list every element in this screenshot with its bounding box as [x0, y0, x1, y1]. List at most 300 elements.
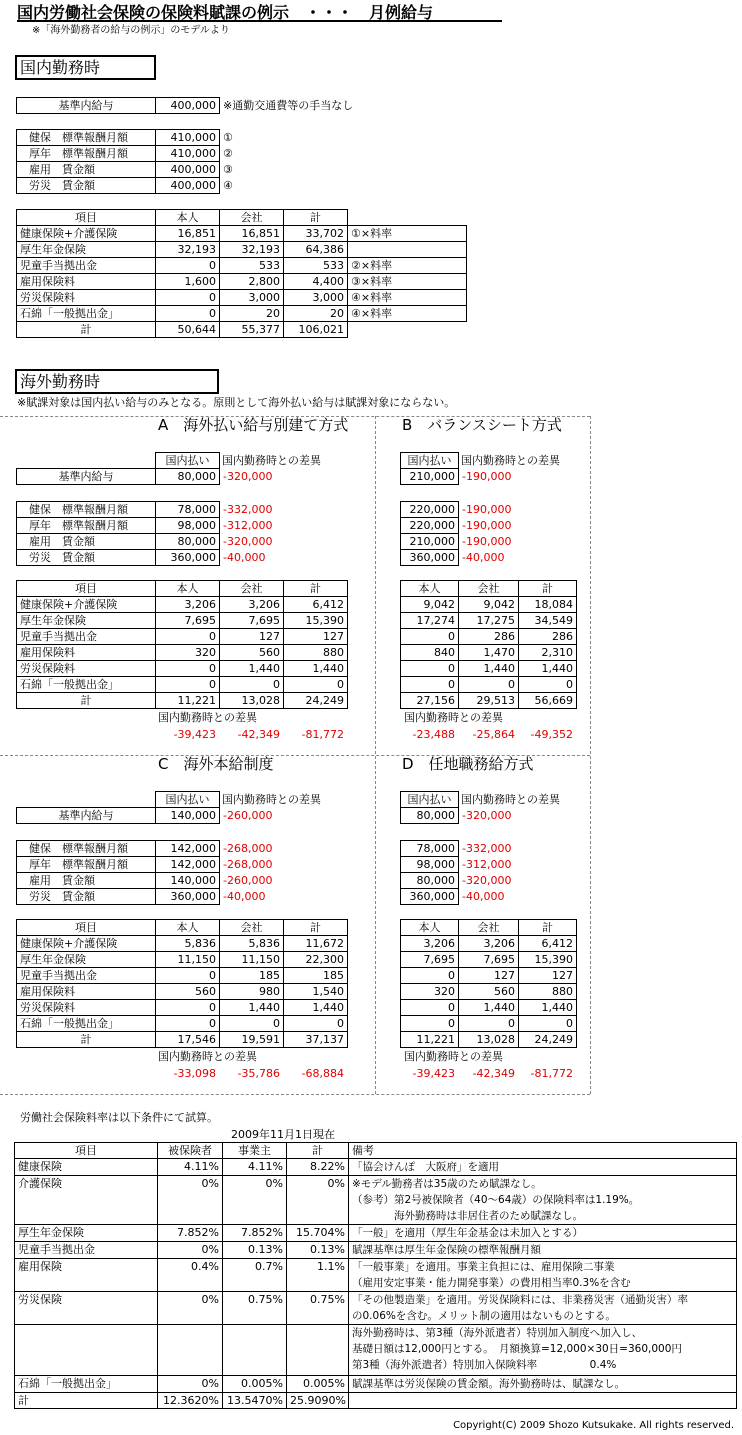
std-diff: -268,000 [223, 858, 273, 871]
table-row [17, 581, 348, 597]
blank-cell [349, 1393, 737, 1409]
total-rate: 0% [287, 1176, 349, 1225]
difference-row [400, 1065, 576, 1081]
overseas-note: ※賦課対象は国内払い給与のみとなる。原則として海外払い給与は賦課対象にならない。 [17, 396, 456, 409]
column-header: 本人 [401, 920, 459, 936]
row-label: 石綿「一般拠出金」 [15, 1376, 158, 1393]
table-row [17, 1000, 348, 1016]
row-label: 厚生年金保険 [17, 613, 156, 629]
std-diff: -190,000 [462, 519, 512, 532]
std-diff: -268,000 [223, 842, 273, 855]
total-value: 127 [284, 629, 348, 645]
row-note: ※モデル勤務者は35歳のため賦課なし。 （参考）第2号被保険者（40～64歳）の保険料率は1.19%。 海外勤務時は非居住者のため賦課なし。 [349, 1176, 737, 1225]
column-header: 会社 [459, 581, 519, 597]
table-row [17, 841, 300, 857]
table-row [401, 808, 579, 824]
std-diff: -320,000 [223, 535, 273, 548]
employee-value: 0 [156, 677, 220, 693]
row-note: ④×料率 [348, 306, 467, 322]
employee-value: 0 [401, 1000, 459, 1016]
table-row [15, 1176, 737, 1225]
insured-rate: 7.852% [158, 1225, 223, 1242]
total-value: 3,000 [284, 290, 348, 306]
std-diff: -40,000 [223, 551, 266, 564]
table-row [401, 613, 577, 629]
std-diff: -190,000 [462, 503, 512, 516]
table-row [17, 550, 300, 566]
row-label: 雇用保険 [15, 1259, 158, 1292]
table-row [15, 1159, 737, 1176]
total-value: 880 [519, 984, 577, 1000]
employer-total: 29,513 [459, 693, 519, 709]
std-label: 労災 賃金額 [17, 178, 156, 194]
table-row [17, 808, 340, 824]
employee-value: 0 [156, 258, 220, 274]
std-value: 400,000 [156, 162, 220, 178]
employee-value: 0 [401, 968, 459, 984]
employer-value: 980 [220, 984, 284, 1000]
table-row [17, 645, 348, 661]
employer-value: 286 [459, 629, 519, 645]
domestic-premium-table [16, 209, 467, 338]
row-label: 健康保険+介護保険 [17, 597, 156, 613]
table-row [17, 1032, 348, 1048]
column-header: 項目 [17, 920, 156, 936]
employer-value: 9,042 [459, 597, 519, 613]
table-row [17, 146, 257, 162]
employer-value: 17,275 [459, 613, 519, 629]
total-value: 185 [284, 968, 348, 984]
employer-value: 3,000 [220, 290, 284, 306]
difference-caption: 国内勤務時との差異 [158, 711, 257, 724]
grand-total: 24,249 [519, 1032, 577, 1048]
table-row [15, 1242, 737, 1259]
domestic-base-table [16, 97, 417, 114]
std-value: 360,000 [156, 889, 220, 905]
table-row [401, 661, 577, 677]
employer-rate: 0.13% [223, 1242, 287, 1259]
base-salary-value: 210,000 [401, 469, 459, 485]
employee-value: 11,150 [156, 952, 220, 968]
employer-value: 32,193 [220, 242, 284, 258]
employee-value: 17,274 [401, 613, 459, 629]
employee-value: 320 [156, 645, 220, 661]
row-note [348, 242, 467, 258]
std-value: 410,000 [156, 130, 220, 146]
employee-value: 7,695 [401, 952, 459, 968]
std-value: 98,000 [401, 857, 459, 873]
difference-value: -33,098 [173, 1066, 216, 1080]
table-row [17, 984, 348, 1000]
std-diff: -332,000 [223, 503, 273, 516]
row-label: 健康保険+介護保険 [17, 226, 156, 242]
employer-value: 560 [459, 984, 519, 1000]
employee-total: 11,221 [401, 1032, 459, 1048]
table-row [17, 857, 300, 873]
table-row [401, 645, 577, 661]
table-row [155, 726, 347, 742]
std-diff: -40,000 [223, 890, 266, 903]
employer-total: 13.5470% [223, 1393, 287, 1409]
std-mark: ③ [223, 163, 233, 176]
table-row [401, 677, 577, 693]
difference-value: -81,772 [530, 1066, 573, 1080]
table-row [17, 597, 348, 613]
table-row [401, 873, 539, 889]
page-subtitle: ※「海外勤務者の給与の例示」のモデルより [32, 25, 230, 36]
employee-total: 50,644 [156, 322, 220, 338]
table-row [401, 841, 539, 857]
rates-date: 2009年11月1日現在 [231, 1128, 335, 1141]
table-row [401, 502, 539, 518]
row-label: 健康保険+介護保険 [17, 936, 156, 952]
total-value: 1,440 [519, 661, 577, 677]
column-header: 項目 [15, 1143, 158, 1159]
employee-value: 0 [401, 661, 459, 677]
row-note: ③×料率 [348, 274, 467, 290]
blank-cell [348, 210, 467, 226]
difference-header: 国内勤務時との差異 [461, 454, 560, 467]
table-row [17, 290, 467, 306]
row-label: 石綿「一般拠出金」 [17, 677, 156, 693]
domestic-paid-header: 国内払い [156, 792, 220, 808]
scheme-heading: D 任地職務給方式 [402, 755, 534, 773]
employer-value: 3,206 [459, 936, 519, 952]
insured-rate: 0% [158, 1242, 223, 1259]
column-header: 事業主 [223, 1143, 287, 1159]
total-rate [287, 1325, 349, 1376]
table-row [401, 968, 577, 984]
employer-value: 1,440 [459, 661, 519, 677]
row-note: ②×料率 [348, 258, 467, 274]
total-value: 1,440 [519, 1000, 577, 1016]
std-value: 78,000 [156, 502, 220, 518]
row-label: 児童手当拠出金 [17, 258, 156, 274]
table-row [400, 1065, 576, 1081]
total-value: 15,390 [284, 613, 348, 629]
scheme-premium-table [400, 919, 577, 1048]
scheme-standard-table [16, 501, 300, 566]
difference-value: -39,423 [173, 727, 216, 741]
table-row [17, 920, 348, 936]
employee-total: 17,546 [156, 1032, 220, 1048]
employer-value: 533 [220, 258, 284, 274]
blank-cell [17, 792, 156, 808]
table-row [401, 597, 577, 613]
std-label: 雇用 賃金額 [17, 873, 156, 889]
std-diff: -260,000 [223, 874, 273, 887]
scheme-premium-table [400, 580, 577, 709]
grid-line [590, 416, 591, 1094]
total-value: 15,390 [519, 952, 577, 968]
column-header: 計 [519, 581, 577, 597]
row-note: 海外勤務時は、第3種（海外派遣者）特別加入制度へ加入し、 基礎日額は12,000円とする。 月額換算=12,000×30日=360,000円 第3種（海外派遣者）特別加入保険料率 0.4% [349, 1325, 737, 1376]
employer-rate: 0% [223, 1176, 287, 1225]
std-value: 360,000 [401, 550, 459, 566]
difference-caption: 国内勤務時との差異 [404, 711, 503, 724]
employee-value: 320 [401, 984, 459, 1000]
base-salary-label: 基準内給与 [17, 98, 156, 114]
table-row [401, 629, 577, 645]
row-label: 厚生年金保険 [17, 952, 156, 968]
employee-total: 11,221 [156, 693, 220, 709]
employee-value: 0 [401, 629, 459, 645]
domestic-standard-table [16, 129, 257, 194]
total-value: 4,400 [284, 274, 348, 290]
table-row [15, 1225, 737, 1242]
std-value: 360,000 [401, 889, 459, 905]
overseas-heading: 海外勤務時 [15, 369, 219, 394]
employee-value: 0 [156, 661, 220, 677]
std-diff: -332,000 [462, 842, 512, 855]
base-salary-value: 140,000 [156, 808, 220, 824]
page-title: 国内労働社会保険の保険料賦課の例示 ・・・ 月例給与 [17, 3, 502, 22]
blank-cell [348, 322, 467, 338]
scheme-premium-table [16, 580, 348, 709]
base-salary-note: ※通勤交通費等の手当なし [223, 99, 354, 112]
scheme-base-table [400, 452, 579, 485]
difference-caption: 国内勤務時との差異 [158, 1050, 257, 1063]
employer-total: 19,591 [220, 1032, 284, 1048]
scheme-standard-table [400, 840, 539, 905]
employer-value: 185 [220, 968, 284, 984]
difference-value: -42,349 [472, 1066, 515, 1080]
scheme-standard-table [16, 840, 300, 905]
total-value: 1,440 [284, 661, 348, 677]
column-header: 被保険者 [158, 1143, 223, 1159]
table-row [15, 1393, 737, 1409]
rates-table [14, 1142, 737, 1409]
std-mark: ① [223, 131, 233, 144]
total-value: 0 [519, 1016, 577, 1032]
total-value: 533 [284, 258, 348, 274]
table-row [17, 226, 467, 242]
column-header: 計 [284, 581, 348, 597]
employee-value: 0 [401, 677, 459, 693]
total-value: 127 [519, 968, 577, 984]
row-label: 労災保険料 [17, 661, 156, 677]
scheme-base-table [16, 791, 340, 824]
scheme-premium-table [16, 919, 348, 1048]
std-diff: -320,000 [462, 874, 512, 887]
difference-header: 国内勤務時との差異 [222, 793, 321, 806]
employee-total: 27,156 [401, 693, 459, 709]
row-note: ①×料率 [348, 226, 467, 242]
grand-total: 24,249 [284, 693, 348, 709]
employee-value: 16,851 [156, 226, 220, 242]
employee-value: 560 [156, 984, 220, 1000]
row-note: 「その他製造業」を適用。労災保険料には、非業務災害（通勤災害）率 の0.06%を含む。メリット制の適用はないものとする。 [349, 1292, 737, 1325]
difference-row [400, 726, 576, 742]
total-value: 20 [284, 306, 348, 322]
grand-total: 25.9090% [287, 1393, 349, 1409]
table-row [401, 984, 577, 1000]
total-value: 22,300 [284, 952, 348, 968]
total-value: 18,084 [519, 597, 577, 613]
scheme-standard-table [400, 501, 539, 566]
row-note: 賦課基準は厚生年金保険の標準報酬月額 [349, 1242, 737, 1259]
employer-value: 11,150 [220, 952, 284, 968]
row-label: 児童手当拠出金 [17, 629, 156, 645]
std-label: 雇用 賃金額 [17, 534, 156, 550]
table-row [401, 550, 539, 566]
total-value: 1,540 [284, 984, 348, 1000]
column-header: 備考 [349, 1143, 737, 1159]
column-header: 会社 [220, 920, 284, 936]
std-label: 健保 標準報酬月額 [17, 841, 156, 857]
employer-value: 7,695 [459, 952, 519, 968]
base-salary-diff: -260,000 [223, 809, 273, 822]
std-value: 140,000 [156, 873, 220, 889]
insured-rate [158, 1325, 223, 1376]
employer-value: 0 [459, 677, 519, 693]
table-row [15, 1292, 737, 1325]
scheme-base-table [16, 452, 340, 485]
insured-total: 12.3620% [158, 1393, 223, 1409]
employee-value: 32,193 [156, 242, 220, 258]
base-salary-diff: -320,000 [462, 809, 512, 822]
table-row [17, 162, 257, 178]
employer-total: 13,028 [220, 693, 284, 709]
grand-total: 56,669 [519, 693, 577, 709]
std-mark: ④ [223, 179, 233, 192]
employer-value: 0 [459, 1016, 519, 1032]
domestic-paid-header: 国内払い [156, 453, 220, 469]
table-row [401, 792, 579, 808]
table-row [17, 936, 348, 952]
table-row [17, 453, 340, 469]
table-row [17, 534, 300, 550]
employee-value: 0 [156, 306, 220, 322]
total-value: 880 [284, 645, 348, 661]
table-row [17, 629, 348, 645]
row-label: 労災保険料 [17, 290, 156, 306]
employer-value: 2,800 [220, 274, 284, 290]
employer-value: 20 [220, 306, 284, 322]
employer-rate: 7.852% [223, 1225, 287, 1242]
table-row [17, 1016, 348, 1032]
base-salary-label: 基準内給与 [17, 808, 156, 824]
employer-value: 1,440 [459, 1000, 519, 1016]
employee-value: 0 [401, 1016, 459, 1032]
table-row [17, 661, 348, 677]
column-header: 本人 [401, 581, 459, 597]
column-header: 会社 [220, 581, 284, 597]
base-salary-value: 80,000 [401, 808, 459, 824]
total-value: 0 [284, 677, 348, 693]
employer-value: 3,206 [220, 597, 284, 613]
column-header: 本人 [156, 581, 220, 597]
table-row [401, 1016, 577, 1032]
table-row [17, 242, 467, 258]
employer-value: 0 [220, 1016, 284, 1032]
row-label: 健康保険 [15, 1159, 158, 1176]
row-label: 厚生年金保険 [17, 242, 156, 258]
difference-header: 国内勤務時との差異 [222, 454, 321, 467]
employer-total: 13,028 [459, 1032, 519, 1048]
employee-value: 0 [156, 1000, 220, 1016]
table-row [17, 792, 340, 808]
table-row [17, 677, 348, 693]
employer-rate: 4.11% [223, 1159, 287, 1176]
std-diff: -312,000 [462, 858, 512, 871]
employee-value: 3,206 [156, 597, 220, 613]
row-label: 雇用保険料 [17, 274, 156, 290]
total-label: 計 [17, 693, 156, 709]
employer-value: 127 [220, 629, 284, 645]
column-header: 計 [284, 920, 348, 936]
difference-caption: 国内勤務時との差異 [404, 1050, 503, 1063]
table-row [17, 178, 257, 194]
std-label: 雇用 賃金額 [17, 162, 156, 178]
std-value: 360,000 [156, 550, 220, 566]
std-value: 220,000 [401, 518, 459, 534]
total-label: 計 [17, 1032, 156, 1048]
employer-rate: 0.7% [223, 1259, 287, 1292]
base-salary-value: 400,000 [156, 98, 220, 114]
row-note: 「協会けんぽ 大阪府」を適用 [349, 1159, 737, 1176]
std-diff: -40,000 [462, 890, 505, 903]
table-row [17, 889, 300, 905]
row-note: 「一般」を適用（厚生年金基金は未加入とする） [349, 1225, 737, 1242]
total-rate: 1.1% [287, 1259, 349, 1292]
grand-total: 106,021 [284, 322, 348, 338]
difference-value: -39,423 [412, 1066, 455, 1080]
table-row [15, 1376, 737, 1393]
row-label: 雇用保険料 [17, 984, 156, 1000]
table-row [17, 518, 300, 534]
column-header: 会社 [220, 210, 284, 226]
column-header: 項目 [17, 210, 156, 226]
total-rate: 0.005% [287, 1376, 349, 1393]
domestic-paid-header: 国内払い [401, 453, 459, 469]
employee-value: 0 [156, 290, 220, 306]
employee-value: 0 [156, 629, 220, 645]
employer-value: 1,440 [220, 1000, 284, 1016]
difference-row [155, 726, 347, 742]
table-row [401, 581, 577, 597]
table-row [15, 1259, 737, 1292]
row-note: 「一般事業」を適用。事業主負担には、雇用保険二事業 （雇用安定事業・能力開発事業）の費用相当率0.3%を含む [349, 1259, 737, 1292]
difference-value: -42,349 [237, 727, 280, 741]
copyright: Copyright(C) 2009 Shozo Kutsukake. All rights reserved. [453, 1420, 734, 1431]
table-row [17, 210, 467, 226]
difference-value: -35,786 [237, 1066, 280, 1080]
std-label: 厚年 標準報酬月額 [17, 518, 156, 534]
table-row [401, 469, 579, 485]
table-row [17, 968, 348, 984]
difference-value: -49,352 [530, 727, 573, 741]
column-header: 計 [287, 1143, 349, 1159]
employee-value: 3,206 [401, 936, 459, 952]
table-row [15, 1325, 737, 1376]
total-value: 0 [284, 1016, 348, 1032]
difference-header: 国内勤務時との差異 [461, 793, 560, 806]
difference-value: -23,488 [412, 727, 455, 741]
table-row [401, 936, 577, 952]
std-value: 142,000 [156, 841, 220, 857]
table-row [401, 453, 579, 469]
insured-rate: 0% [158, 1176, 223, 1225]
std-value: 78,000 [401, 841, 459, 857]
column-header: 会社 [459, 920, 519, 936]
scheme-heading: B バランスシート方式 [402, 416, 562, 434]
table-row [401, 534, 539, 550]
row-label: 雇用保険料 [17, 645, 156, 661]
table-row [401, 1032, 577, 1048]
insured-rate: 4.11% [158, 1159, 223, 1176]
row-label: 石綿「一般拠出金」 [17, 306, 156, 322]
